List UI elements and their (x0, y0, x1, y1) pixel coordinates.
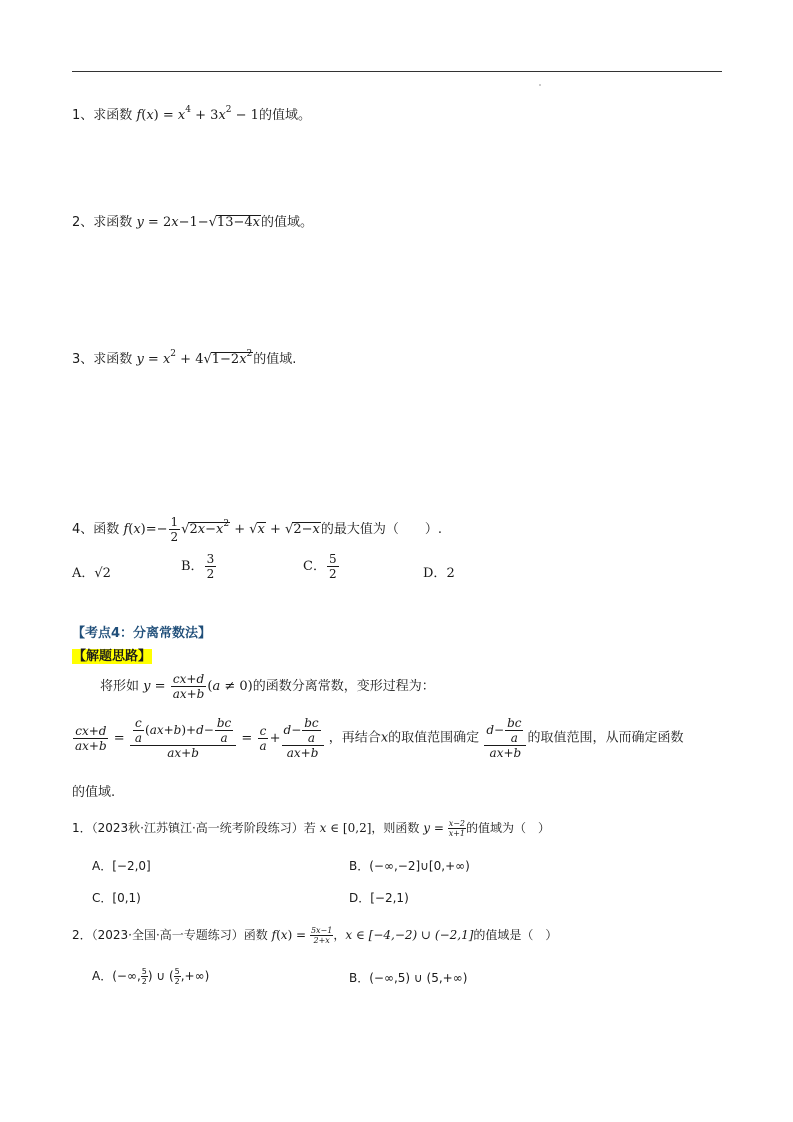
option-numerator: 5 (328, 552, 337, 566)
option-value: √2 (94, 566, 111, 581)
ex2-option-b[interactable] (349, 969, 467, 986)
question-prefix: 求函数 (93, 215, 133, 230)
example-2 (72, 926, 557, 945)
derive-mid: ，再结合 (328, 730, 381, 746)
option-label: C． (303, 559, 326, 574)
question-2 (72, 213, 313, 233)
x-var: x (380, 730, 389, 746)
derivation-line (72, 716, 683, 760)
section-title: 【考点4：分离常数法】 (72, 626, 212, 641)
option-numerator: 3 (206, 552, 215, 566)
question-number: 1、 (72, 108, 94, 123)
option-denominator: 2 (206, 567, 215, 581)
idea-label: 【解题思路】 (73, 649, 152, 664)
intro-prefix: 将形如 (100, 679, 140, 694)
option-value: (−∞,−2]∪[0,+∞) (369, 859, 470, 873)
formula: y = $\frac{x-2}{x+1}$ (423, 819, 466, 838)
derivation-formula: $\frac{cx+d}{ax+b}$ = $\frac{c}{a}$ (ax+b)+d− $\frac{bc}{a}$ ax+b = $\frac{c}{a}$ + d− $\frac{bc}{a}$ ax+b (72, 731, 329, 746)
idea-heading (72, 645, 152, 664)
option-value: (−∞,5) ∪ (5,+∞) (369, 971, 468, 985)
formula: $f(x) = x^4 + 3x^2 - 1$ (136, 105, 259, 123)
example-source: （2023秋·江苏镇江·高一统考阶段练习）若 (91, 821, 316, 835)
ex1-option-b[interactable] (349, 857, 470, 874)
intro-line (100, 672, 435, 701)
derivation-end: 的值域. (72, 785, 116, 800)
option-value: [0,1) (112, 891, 141, 905)
option-c[interactable] (303, 552, 340, 581)
option-value: [−2,0] (112, 859, 151, 873)
ex1-option-c[interactable] (92, 889, 141, 906)
example-suffix: 的值域为（ ） (466, 821, 551, 835)
option-denominator: 2 (328, 567, 337, 581)
option-label: B． (181, 559, 204, 574)
formula: f(x) = $\frac{5x-1}{2+x}$ (271, 926, 333, 945)
question-number: 3、 (72, 352, 94, 367)
header-rule (72, 71, 722, 72)
example-source: （2023·全国·高一专题练习）函数 (91, 928, 268, 942)
derive-suffix: 的取值范围，从而确定函数 (527, 730, 684, 746)
option-label: A． (92, 969, 113, 983)
question-prefix: 求函数 (93, 352, 133, 367)
option-value: 2 (446, 566, 455, 581)
option-d[interactable] (423, 562, 455, 581)
derive-mid2: 的取值范围确定 (388, 730, 480, 746)
formula: y = 2x−1−√13−4x (136, 215, 260, 230)
question-suffix: 的值域。 (258, 108, 311, 123)
option-value: [−2,1) (370, 891, 409, 905)
question-suffix: 的值域。 (260, 215, 313, 230)
option-a[interactable] (72, 562, 111, 581)
question-suffix: 的值域. (253, 352, 297, 367)
option-label: A． (92, 859, 113, 873)
option-label: B． (349, 859, 370, 873)
example-1 (72, 819, 550, 838)
remainder-formula: d− $\frac{bc}{a}$ ax+b (483, 731, 527, 746)
option-part: ,+∞) (180, 969, 210, 983)
ex1-option-a[interactable] (92, 857, 151, 874)
question-prefix: 函数 (93, 522, 120, 537)
example-mid: ，则函数 (371, 821, 420, 835)
ex2-option-a[interactable]: A．(−∞, $\frac{5}{2}$ ) ∪ ( $\frac{5}{2}$ ,+∞) (92, 967, 210, 986)
question-number: 2、 (72, 215, 94, 230)
ex1-option-d[interactable] (349, 889, 409, 906)
option-b[interactable] (181, 552, 217, 581)
formula: f(x)=− $\frac{1}{2}$ $√2x-x^2 + √x + √2-x$ (123, 515, 320, 544)
question-3 (72, 350, 296, 370)
example-number: 2． (72, 928, 92, 942)
question-4 (72, 515, 442, 544)
option-part: (−∞, (112, 969, 141, 983)
question-1 (72, 106, 311, 126)
condition: x ∈ [0,2] (319, 821, 372, 835)
option-label: C． (92, 891, 113, 905)
formula: $y = x^2 + 4√1-2x^2$ (136, 349, 253, 367)
question-suffix: 的最大值为（ ）. (320, 522, 442, 537)
option-part: ) ∪ ( (147, 969, 174, 983)
example-number: 1． (72, 821, 92, 835)
intro-suffix: 的函数分离常数，变形过程为： (252, 679, 435, 694)
option-label: B． (349, 971, 370, 985)
option-label: A． (72, 566, 95, 581)
option-label: D． (349, 891, 371, 905)
example-suffix: 的值域是（ ） (473, 928, 558, 942)
domain: x ∈ [−4,−2) ∪ (−2,1] (345, 928, 474, 942)
example-mid: ， (333, 928, 346, 942)
question-prefix: 求函数 (93, 108, 133, 123)
formula: y = $\frac{cx+d}{ax+b}$ (a ≠ 0) (143, 672, 253, 701)
header-dot (539, 84, 541, 86)
question-number: 4、 (72, 522, 94, 537)
option-label: D． (423, 566, 447, 581)
